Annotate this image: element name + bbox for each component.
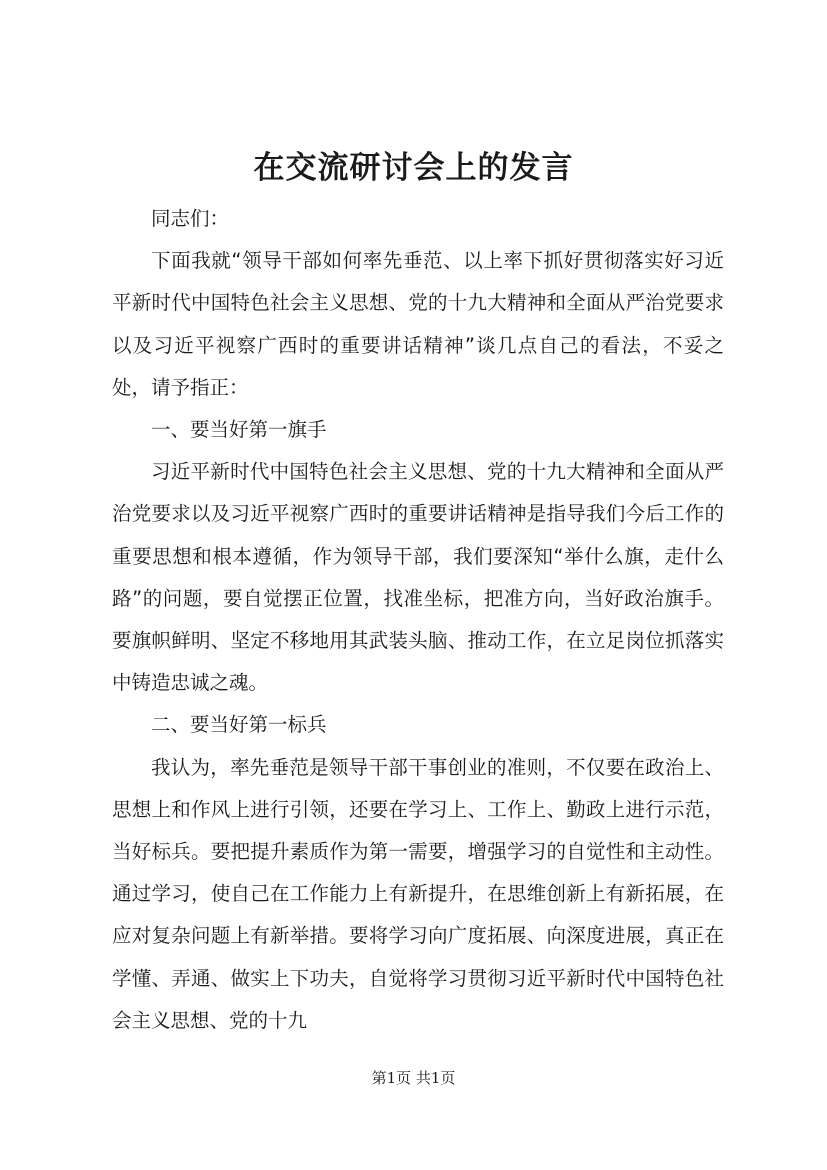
document-body (112, 198, 724, 1042)
document-title: 在交流研讨会上的发言 (253, 150, 574, 186)
section-1-paragraph: 习近平新时代中国特色社会主义思想、党的十九大精神和全面从严治党要求以及习近平视察广西时的重要讲话精神是指导我们今后工作的重要思想和根本遵循，作为领导干部，我们要深知“举什么旗，走什么路”的问题，要自觉摆正位置，找准坐标，把准方向，当好政治旗手。要旗帜鲜明、坚定不移地用其武装头脑、推动工作，在立足岗位抓落实中铸造忠诚之魂。 (112, 460, 724, 695)
page-footer: 第1页 共1页 (371, 1069, 456, 1087)
section-heading-1: 一、要当好第一旗手 (151, 418, 327, 442)
salutation-paragraph: 同志们： (151, 207, 230, 230)
section-heading-2: 二、要当好第一标兵 (151, 713, 327, 737)
intro-paragraph: 下面我就“领导干部如何率先垂范、以上率下抓好贯彻落实好习近平新时代中国特色社会主义思想、党的十九大精神和全面从严治党要求以及习近平视察广西时的重要讲话精神”谈几点自己的看法，不妥之处，请予指正： (112, 249, 724, 399)
section-2-paragraph: 我认为，率先垂范是领导干部干事创业的准则，不仅要在政治上、思想上和作风上进行引领，还要在学习上、工作上、勤政上进行示范，当好标兵。要把提升素质作为第一需要，增强学习的自觉性和主动性。通过学习，使自己在工作能力上有新提升，在思维创新上有新拓展，在应对复杂问题上有新举措。要将学习向广度拓展、向深度进展，真正在学懂、弄通、做实上下功夫，自觉将学习贯彻习近平新时代中国特色社会主义思想、党的十九 (112, 755, 724, 1032)
